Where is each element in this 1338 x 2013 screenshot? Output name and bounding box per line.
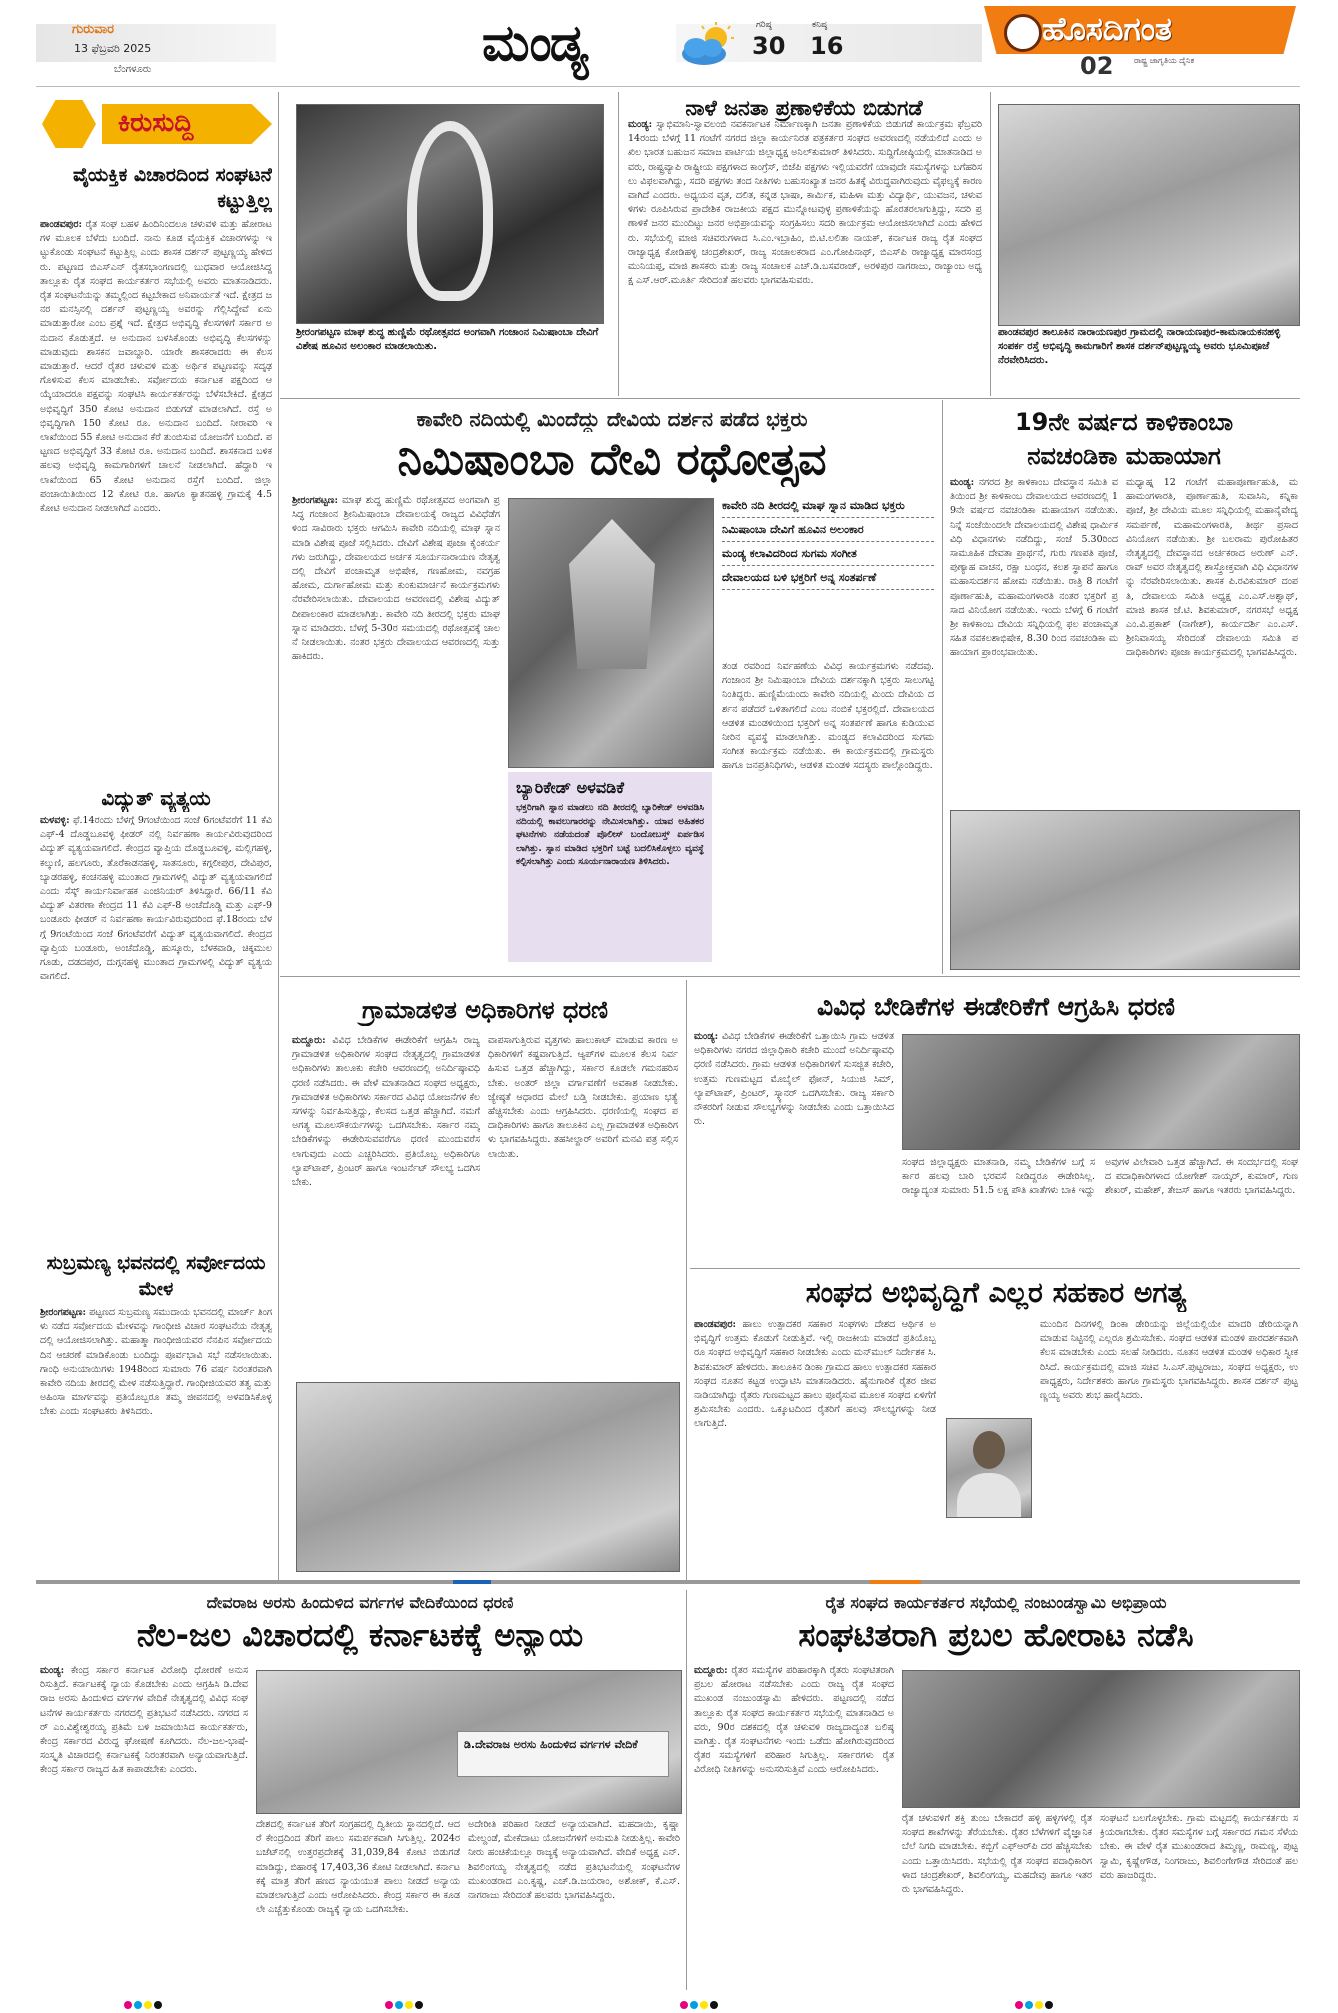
min-temp: 16 [810,32,844,60]
kirusuddi-story1-body [40,218,272,778]
barricade-box-body: ಭಕ್ತರಿಗಾಗಿ ಸ್ನಾನ ಮಾಡಲು ನದಿ ತೀರದಲ್ಲಿ ಬ್ಯಾರಿಕೇಡ್ ಅಳವಡಿಸಿ ನದಿಯಲ್ಲಿ ಕಾವಲುಗಾರರನ್ನು ನೇಮಿಸಲಾಗಿತ್ತು. ಯಾವ ಅಹಿತಕರ ಘಟನೆಗಳು ನಡೆಯದಂತೆ ಪೊಲೀಸ್ ಬಂದೋಬಸ್ತ್ ಏರ್ಪಡಿಸಲಾಗಿತ್ತು. ಸ್ನಾನ ಮಾಡಿದ ಭಕ್ತರಿಗೆ ಬಟ್ಟೆ ಬದಲಿಸಿಕೊಳ್ಳಲು ವ್ಯವಸ್ಥೆ ಕಲ್ಪಿಸಲಾಗಿತ್ತು ಎಂದು ಸೂರ್ಯನಾರಾಯಣ ತಿಳಿಸಿದರು. [516,803,704,867]
lead-col1-text: ಮಾಘ ಶುದ್ಧ ಹುಣ್ಣಿಮೆ ರಥೋತ್ಸವದ ಅಂಗವಾಗಿ ಪ್ರಸಿದ್ಧ ಗಂಜಾಂನ ಶ್ರೀನಿಮಿಷಾಂಬಾ ದೇವಾಲಯಕ್ಕೆ ರಾಜ್ಯದ ವಿವಿಧೆಡೆಗಳಿಂದ ಸಾವಿರಾರು ಭಕ್ತರು ಆಗಮಿಸಿ ಕಾವೇರಿ ನದಿಯಲ್ಲಿ ಮಾಘ ಸ್ನಾನ ಮಾಡಿ ವಿಶೇಷ ಪೂಜೆ ಸಲ್ಲಿಸಿದರು. ದೇವಿಗೆ ವಿಶೇಷ ಪೂಜಾ ಕೈಂಕರ್ಯಗಳು ಜರುಗಿದ್ದು, ದೇವಾಲಯದ ಅರ್ಚಕ ಸೂರ್ಯನಾರಾಯಣ ನೇತೃತ್ವದಲ್ಲಿ ದೇವಿಗೆ ಪಂಚಾಮೃತ ಅಭಿಷೇಕ, ಗಣಹೋಮ, ನವಗ್ರಹ ಹೋಮ, ದುರ್ಗಾಹೋಮ ಮತ್ತು ಕುಂಕುಮಾರ್ಚನೆ ಕಾರ್ಯಕ್ರಮಗಳು ನೆರವೇರಿಸಲಾಯಿತು. ದೇವಾಲಯದ ಆವರಣದಲ್ಲಿ ವಿಶೇಷ ವಿದ್ಯುತ್ ದೀಪಾಲಂಕಾರ ಮಾಡಲಾಗಿತ್ತು. ಕಾವೇರಿ ನದಿ ತೀರದಲ್ಲಿ ಭಕ್ತರು ಮಾಘ ಸ್ನಾನ ಮಾಡಿದರು. ಬೆಳಗ್ಗೆ 5-30ರ ಸಮಯದಲ್ಲಿ ರಥೋತ್ಸವಕ್ಕೆ ಚಾಲನೆ ನೀಡಲಾಯಿತು. ನಂತರ ಭಕ್ತರು ದೇವಾಲಯದ ಆವರಣದಲ್ಲಿ ಸುತ್ತು ಹಾಕಿದರು. [292,495,500,663]
vividha-dateline: ಮಂಡ್ಯ: [694,1031,719,1042]
nela-col1 [40,1664,248,2000]
brand-emblem-icon [1004,14,1042,52]
vividha-protest-photo [902,1034,1300,1150]
raitha-col3: ಸಂಘಟನೆ ಬಲಗೊಳ್ಳಬೇಕು. ಗ್ರಾಮ ಮಟ್ಟದಲ್ಲಿ ಕಾರ್ಯಕರ್ತರು ಸಕ್ರಿಯರಾಗಬೇಕು. ರೈತರ ಸಮಸ್ಯೆಗಳ ಬಗ್ಗೆ ಸರ್ಕಾರದ ಗಮನ ಸೆಳೆಯಬೇಕು. ಈ ವೇಳೆ ರೈತ ಮುಖಂಡರಾದ ತಿಮ್ಮಣ್ಣ, ರಾಮಣ್ಣ, ಪುಟ್ಟಸ್ವಾಮಿ, ಕೃಷ್ಣೇಗೌಡ, ನಿಂಗರಾಜು, ಶಿವಲಿಂಗೇಗೌಡ ಸೇರಿದಂತೆ ಹಲವರು ಹಾಜರಿದ್ದರು. [1100,1813,1298,1881]
raitha-col2: ರೈತ ಚಳುವಳಿಗೆ ಶಕ್ತಿ ತುಂಬ ಬೇಕಾದರೆ ಹಳ್ಳಿ ಹಳ್ಳಿಗಳಲ್ಲಿ ರೈತ ಸಂಘದ ಶಾಖೆಗಳನ್ನು ತೆರೆಯಬೇಕು. ರೈತರ ಬೆಳೆಗಳಿಗೆ ವೈಜ್ಞಾನಿಕ ಬೆಲೆ ನಿಗದಿ ಮಾಡಬೇಕು. ಕಬ್ಬಿಗೆ ಎಫ್‌ಆರ್‌ಪಿ ದರ ಹೆಚ್ಚಿಸಬೇಕು ಎಂದು ಒತ್ತಾಯಿಸಿದರು. ಸಭೆಯಲ್ಲಿ ರೈತ ಸಂಘದ ಪದಾಧಿಕಾರಿಗಳಾದ ಚಂದ್ರಶೇಖರ್, ಶಿವಲಿಂಗಯ್ಯ, ಮಹದೇವು ಹಾಗೂ ಇತರರು ಭಾಗವಹಿಸಿದ್ದರು. [902,1813,1092,1896]
barricade-box-title: ಬ್ಯಾರಿಕೇಡ್ ಅಳವಡಿಕೆ [516,778,625,797]
col-rule-left [278,92,279,1582]
header-date: 13 ಫೆಬ್ರವರಿ 2025 [74,42,152,55]
kirusuddi-story3-body [40,1306,272,1572]
max-temp: 30 [752,32,786,60]
kirusuddi-story2-body [40,814,272,1244]
lead-col2: ತಂಡ ರವರಿಂದ ನಿರ್ವಹಣೆಯ ವಿವಿಧ ಕಾರ್ಯಕ್ರಮಗಳು ನಡೆದವು. ಗಂಜಾಂನ ಶ್ರೀ ನಿಮಿಷಾಂಬಾ ದೇವಿಯ ದರ್ಶನಕ್ಕಾಗಿ ಭಕ್ತರು ಸಾಲುಗಟ್ಟಿ ನಿಂತಿದ್ದರು. ಹುಣ್ಣಿಮೆಯಂದು ಕಾವೇರಿ ನದಿಯಲ್ಲಿ ಮಿಂದು ದೇವಿಯ ದರ್ಶನ ಪಡೆದರೆ ಒಳಿತಾಗಲಿದೆ ಎಂಬ ನಂಬಿಕೆ ಭಕ್ತರಲ್ಲಿದೆ. ದೇವಾಲಯದ ಆಡಳಿತ ಮಂಡಳಿಯಿಂದ ಭಕ್ತರಿಗೆ ಅನ್ನ ಸಂತರ್ಪಣೆ ಹಾಗೂ ಕುಡಿಯುವ ನೀರಿನ ವ್ಯವಸ್ಥೆ ಮಾಡಲಾಗಿತ್ತು. ಮಂಡ್ಯದ ಕಲಾವಿದರಿಂದ ಸುಗಮ ಸಂಗೀತ ಕಾರ್ಯಕ್ರಮ ನಡೆಯಿತು. ಈ ಕಾರ್ಯಕ್ರಮದಲ್ಲಿ ಗ್ರಾಮಸ್ಥರು ಹಾಗೂ ಜನಪ್ರತಿನಿಧಿಗಳು, ಆಡಳಿತ ಮಂಡಳಿ ಸದಸ್ಯರು ಪಾಲ್ಗೊಂಡಿದ್ದರು. [722,661,934,772]
raitha-meeting-photo [902,1670,1300,1808]
lead-bullets [722,494,934,590]
header-bar [36,14,982,75]
brand-name: ಹೊಸದಿಗಂತ [1042,10,1172,48]
header-rule [36,86,1300,87]
kirusuddi-story2-title: ವಿದ್ಯುತ್ ವ್ಯತ್ಯಯ [101,786,211,810]
lead-bullet-4: ದೇವಾಲಯದ ಬಳಿ ಭಕ್ತರಿಗೆ ಅನ್ನ ಸಂತರ್ಪಣೆ [722,566,934,590]
raitha-kicker: ರೈತ ಸಂಘದ ಕಾರ್ಯಕರ್ತರ ಸಭೆಯಲ್ಲಿ ನಂಜುಂಡಸ್ವಾಮಿ ಅಭಿಪ್ರಾಯ [825,1593,1167,1612]
brand-tagline: ರಾಷ್ಟ್ರ ಜಾಗೃತಿಯ ದೈನಿಕ [1134,56,1195,65]
kirusuddi-story3-text: ಪಟ್ಟಣದ ಸುಬ್ರಮಣ್ಯ ಸಮುದಾಯ ಭವನದಲ್ಲಿ ಮಾರ್ಚ್ ತಿಂಗಳು ನಡೆದ ಸರ್ವೋದಯ ಮೇಳವನ್ನು ಗಾಂಧೀಜಿ ವಿಚಾರ ಸಂಘಟನೆಯ ನೇತೃತ್ವದಲ್ಲಿ ಆಯೋಜಿಸಲಾಗಿತ್ತು. ಮಹಾತ್ಮಾ ಗಾಂಧೀಜಿಯವರ ನೆನಪಿನ ಸರ್ವೋದಯ ದಿನ ಆಚರಣೆ ಮಾಡಿಕೊಂಡು ಬಂದಿದ್ದು ಪೂರ್ವಭಾವಿ ಸಭೆ ನಡೆಸಲಾಯಿತು. ಗಾಂಧಿ ಅನುಯಾಯಿಗಳು 1948ರಿಂದ ಸುಮಾರು 76 ವರ್ಷ ನಿರಂತರವಾಗಿ ಕಾವೇರಿ ನದಿಯ ತೀರದಲ್ಲಿ ಮೇಳ ನಡೆಸುತ್ತಿದ್ದಾರೆ. ಗಾಂಧೀಜಿಯವರ ತತ್ವ ಮತ್ತು ಅಹಿಂಸಾ ಮಾರ್ಗವನ್ನು ಪ್ರತಿಯೊಬ್ಬರೂ ತಮ್ಮ ಜೀವನದಲ್ಲಿ ಅಳವಡಿಸಿಕೊಳ್ಳಬೇಕು ಎಂದು ಸಂಘಟಕರು ತಿಳಿಸಿದರು. [40,1307,272,1418]
col-rule-lead-right [942,400,943,974]
lead-kicker: ಕಾವೇರಿ ನದಿಯಲ್ಲಿ ಮಿಂದೆದ್ದು ದೇವಿಯ ದರ್ಶನ ಪಡೆದ ಭಕ್ತರು [416,407,808,431]
kali-yaga-photo [950,810,1300,970]
gram-col1 [292,1034,480,1374]
nela-col1-text: ಕೇಂದ್ರ ಸರ್ಕಾರ ಕರ್ನಾಟಕ ವಿರೋಧಿ ಧೋರಣೆ ಅನುಸರಿಸುತ್ತಿದೆ. ಕರ್ನಾಟಕಕ್ಕೆ ನ್ಯಾಯ ಕೊಡಬೇಕು ಎಂದು ಆಗ್ರಹಿಸಿ ಡಿ.ದೇವರಾಜ ಅರಸು ಹಿಂದುಳಿದ ವರ್ಗಗಳ ವೇದಿಕೆ ನೇತೃತ್ವದಲ್ಲಿ ವಿವಿಧ ಸಂಘಟನೆಗಳ ಕಾರ್ಯಕರ್ತರು ನಗರದಲ್ಲಿ ಪ್ರತಿಭಟನೆ ನಡೆಸಿದರು. ನಗರದ ಸರ್ ಎಂ.ವಿಶ್ವೇಶ್ವರಯ್ಯ ಪ್ರತಿಮೆ ಬಳಿ ಜಮಾಯಿಸಿದ ಕಾರ್ಯಕರ್ತರು, ಕೇಂದ್ರ ಸರ್ಕಾರದ ವಿರುದ್ಧ ಘೋಷಣೆ ಕೂಗಿದರು. ನೆಲ-ಜಲ-ಭಾಷೆ-ಸಂಸ್ಕೃತಿ ವಿಚಾರದಲ್ಲಿ ಕರ್ನಾಟಕಕ್ಕೆ ನಿರಂತರವಾಗಿ ಅನ್ಯಾಯವಾಗುತ್ತಿದೆ. ಕೇಂದ್ರ ಸರ್ಕಾರ ರಾಜ್ಯದ ಹಿತ ಕಾಪಾಡಬೇಕು ಎಂದರು. [40,1665,248,1776]
rathotsava-photo [508,498,714,768]
lead-dateline: ಶ್ರೀರಂಗಪಟ್ಟಣ: [292,495,338,506]
raitha-title: ಸಂಘಟಿತರಾಗಿ ಪ್ರಬಲ ಹೋರಾಟ ನಡೆಸಿ [798,1616,1194,1654]
rule-mid-right [690,1268,1300,1269]
sangha-dateline: ಪಾಂಡವಪುರ: [694,1319,737,1330]
rule-below-lead [280,976,1300,977]
weather-cloud-icon [676,22,740,68]
kirusuddi-story1-text: ರೈತ ಸಂಘ ಬಹಳ ಹಿಂದಿನಿಂದಲೂ ಚಳುವಳಿ ಮತ್ತು ಹೋರಾಟಗಳ ಮೂಲಕ ಬೆಳೆದು ಬಂದಿದೆ. ನಾನು ಕೂಡ ವೈಯಕ್ತಿಕ ವಿಚಾರಗಳನ್ನು ಇಟ್ಟುಕೊಂಡು ಸಂಘಟನೆ ಕಟ್ಟುತ್ತಿಲ್ಲ ಎಂದು ಶಾಸಕ ದರ್ಶನ್ ಪುಟ್ಟಣ್ಣಯ್ಯ ಹೇಳಿದರು. ಪಟ್ಟಣದ ಬಿಎಸ್‌ಎನ್ ರೈತಸಭಾಂಗಣದಲ್ಲಿ ಬುಧವಾರ ಆಯೋಜಿಸಿದ್ದ ತಾಲ್ಲೂಕು ರೈತ ಸಂಘದ ಕಾರ್ಯಕರ್ತರ ಸಭೆಯಲ್ಲಿ ಅವರು ಮಾತನಾಡಿದರು. ರೈತ ಸಂಘಟನೆಯನ್ನು ತಮ್ಮಲ್ಲಿಂದ ಕಟ್ಟಬೇಕಾದ ಅನಿವಾರ್ಯತೆ ಇದೆ. ಕ್ಷೇತ್ರದ ಜನರ ಮನಸ್ಸಿನಲ್ಲಿ ದರ್ಶನ್ ಪುಟ್ಟಣ್ಣಯ್ಯ ಅವರನ್ನು ಗೆಲ್ಲಿಸಿದ್ದೇವೆ ಏನು ಮಾಡುತ್ತಾರೋ ಎಂಬ ಪ್ರಶ್ನೆ ಇದೆ. ಕ್ಷೇತ್ರದ ಅಭಿವೃದ್ಧಿ ಕೆಲಸಗಳಿಗೆ ಸರ್ಕಾರ ಅನುದಾನ ಕೊಡುತ್ತದೆ. ಆ ಅನುದಾನ ಬಳಸಿಕೊಂಡು ಅಭಿವೃದ್ಧಿ ಕೆಲಸಗಳನ್ನು ಮಾಡುವುದು ಶಾಸಕನ ಜವಾಬ್ದಾರಿ. ಯಾರೇ ಶಾಸಕರಾದರು ಈ ಕೆಲಸ ಮಾಡುತ್ತಾರೆ. ಆದರೆ ರೈತರ ಚಳುವಳಿ ಮತ್ತು ಅರ್ಥಿಕ ಪಟ್ಟಣವನ್ನು ಸದೃಢಗೊಳಿಸುವ ಕೆಲಸ ಮಾಡಬೇಕು. ಸರ್ವೋದಯ ಕರ್ನಾಟಕ ಪಕ್ಷದಿಂದ ಆಯ್ಕೆಯಾದರೂ ಪಕ್ಷವನ್ನು ಸಂಘಟಿಸಿ ಕಾರ್ಯಕರ್ತರನ್ನು ಬೆಳೆಸಬೇಕಿದೆ. ಕ್ಷೇತ್ರದ ಅಭಿವೃದ್ಧಿಗೆ 350 ಕೋಟಿ ಅನುದಾನ ಬಿಡುಗಡೆ ಮಾಡಲಾಗಿದೆ. ರಸ್ತೆ ಅಭಿವೃದ್ಧಿಗಾಗಿ 150 ಕೋಟಿ ರೂ. ಅನುದಾನ ಬಂದಿದೆ. ನೀರಾವರಿ ಇಲಾಖೆಯಿಂದ 55 ಕೋಟಿ ಅನುದಾನ ಕೆರೆ ತುಂಬಿಸುವ ಯೋಜನೆಗೆ ಬಂದಿದೆ. ಪಟ್ಟಣದ ಅಭಿವೃದ್ಧಿಗೆ 33 ಕೋಟಿ ರೂ. ಅನುದಾನ ಬಂದಿದೆ. ಶಾಸಕನಾದ ಬಳಿಕ ಹಲವು ಅಭಿವೃದ್ಧಿ ಕಾಮಗಾರಿಗಳಿಗೆ ಚಾಲನೆ ನೀಡಲಾಗಿದೆ. ಹೆದ್ದಾರಿ ಇಲಾಖೆಯಿಂದ 65 ಕೋಟಿ ಅನುದಾನ ರಸ್ತೆಗೆ ಬಂದಿದೆ. ಜಿಲ್ಲಾ ಪಂಚಾಯಿತಿಯಿಂದ 12 ಕೋಟಿ ರೂ. ಹಾಗೂ ಕ್ಯಾತನಹಳ್ಳಿ ಗ್ರಾಮಕ್ಕೆ 4.5 ಕೋಟಿ ಅನುದಾನ ನೀಡಲಾಗಿದೆ ಎಂದರು. [40,219,272,515]
lead-col1 [292,494,500,968]
nela-kicker: ದೇವರಾಜ ಅರಸು ಹಿಂದುಳಿದ ವರ್ಗಗಳ ವೇದಿಕೆಯಿಂದ ಧರಣಿ [206,1593,514,1612]
rule-above-bottom [36,1580,1300,1584]
kirusuddi-title: ಕಿರುಸುದ್ದಿ [118,108,194,138]
col-rule-top-mid [618,92,619,396]
kirusuddi-hand-icon [42,100,96,148]
kirusuddi-story3-title: ಸುಬ್ರಮಣ್ಯ ಭವನದಲ್ಲಿ ಸರ್ವೋದಯ ಮೇಳ [46,1252,266,1300]
manifesto-body [628,118,982,392]
col-rule-top-right [990,92,991,396]
nela-col3: ಅದೇರೀತಿ ಪರಿಹಾರ ನೀಡದೆ ಅನ್ಯಾಯವಾಗಿದೆ. ಮಹದಾಯಿ, ಕೃಷ್ಣಾ ಮೇಲ್ದಂಡೆ, ಮೇಕೆದಾಟು ಯೋಜನೆಗಳಿಗೆ ಅನುಮತಿ ನೀಡುತ್ತಿಲ್ಲ. ಕಾವೇರಿ ನೀರು ಹಂಚಿಕೆಯಲ್ಲೂ ರಾಜ್ಯಕ್ಕೆ ಅನ್ಯಾಯವಾಗಿದೆ. ವೇದಿಕೆ ಅಧ್ಯಕ್ಷ ಎನ್.ಶಿವಲಿಂಗಯ್ಯ ನೇತೃತ್ವದಲ್ಲಿ ನಡೆದ ಪ್ರತಿಭಟನೆಯಲ್ಲಿ ಸಂಘಟನೆಗಳ ಮುಖಂಡರಾದ ಎಂ.ಕೃಷ್ಣ, ಎಚ್.ಡಿ.ಜಯರಾಂ, ಅಶೋಕ್, ಕೆ.ಎಸ್.ನಾಗರಾಜು ಸೇರಿದಂತೆ ಹಲವರು ಭಾಗವಹಿಸಿದ್ದರು. [468,1819,680,1902]
goddess-flower-garland [407,121,493,301]
sangha-portrait-photo [946,1418,1032,1518]
vividha-col2: ಸಂಘದ ಜಿಲ್ಲಾಧ್ಯಕ್ಷರು ಮಾತನಾಡಿ, ನಮ್ಮ ಬೇಡಿಕೆಗಳ ಬಗ್ಗೆ ಸರ್ಕಾರ ಹಲವು ಬಾರಿ ಭರವಸೆ ನೀಡಿದ್ದರೂ ಈಡೇರಿಸಿಲ್ಲ. ರಾಜ್ಯಾದ್ಯಂತ ಸುಮಾರು 51.5 ಲಕ್ಷ ಪೌತಿ ಖಾತೆಗಳು ಬಾಕಿ ಇದ್ದು ಅವುಗಳ ವಿಲೇವಾರಿ ಒತ್ತಡ ಹೆಚ್ಚಾಗಿದೆ. ಈ ಸಂದರ್ಭದಲ್ಲಿ ಸಂಘದ ಪದಾಧಿಕಾರಿಗಳಾದ ಯೋಗೇಶ್ ನಾಯ್ಕರ್, ಕುಮಾರ್, ಗುಣಶೇಖರ್, ಮಹೇಶ್, ತೇಜಸ್ ಹಾಗೂ ಇತರರು ಭಾಗವಹಿಸಿದ್ದರು. [902,1157,1298,1197]
kali-col1-text: ನಗರದ ಶ್ರೀ ಕಾಳಿಕಾಂಬ ದೇವಸ್ಥಾನ ಸಮಿತಿ ವತಿಯಿಂದ ಶ್ರೀ ಕಾಳಿಕಾಂಬ ದೇವಾಲಯದ ಆವರಣದಲ್ಲಿ 19ನೇ ವರ್ಷದ ನವಚಂಡಿಕಾ ಮಹಾಯಾಗ ನಡೆಯಿತು. ನಿನ್ನೆ ಸಂಜೆಯಿಂದಲೇ ದೇವಾಲಯದಲ್ಲಿ ವಿಶೇಷ ಧಾರ್ಮಿಕ ವಿಧಿ ವಿಧಾನಗಳು ನಡೆದಿದ್ದು, ಸಂಜೆ 5.30ರಿಂದ ಸಾಮೂಹಿಕ ದೇವತಾ ಪ್ರಾರ್ಥನೆ, ಗುರು ಗಣಪತಿ ಪೂಜೆ, ಪುಣ್ಯಾಹ ವಾಚನ, ರಕ್ಷಾ ಬಂಧನ, ಕಲಶ ಸ್ಥಾಪನೆ ಹಾಗೂ ಮಹಾಸುದರ್ಶನ ಹೋಮ ನಡೆಯಿತು. ರಾತ್ರಿ 8 ಗಂಟೆಗೆ ಪೂರ್ಣಾಹುತಿ, ಮಹಾಮಂಗಳಾರತಿ ನಂತರ ಭಕ್ತರಿಗೆ ಪ್ರಸಾದ ವಿನಿಯೋಗ ನಡೆಯಿತು. ಇಂದು ಬೆಳಗ್ಗೆ 6 ಗಂಟೆಗೆ ಶ್ರೀ ಕಾಳಿಕಾಂಬ ದೇವಿಯ ಸನ್ನಿಧಿಯಲ್ಲಿ ಫಲ ಪಂಚಾಮೃತ ಸಹಿತ ನವಕಲಶಾಭಿಷೇಕ, 8.30 ರಿಂದ ನವಚಂಡಿಕಾ ಮಹಾಯಾಗ ಪ್ರಾರಂಭವಾಯಿತು. [950,477,1118,659]
nela-banner [457,1731,669,1777]
rule-below-top [280,398,1300,399]
manifesto-dateline: ಮಂಡ್ಯ: [628,119,653,130]
col-rule-bottom-mid [686,1590,687,1990]
lead-bullet-1: ಕಾವೇರಿ ನದಿ ತೀರದಲ್ಲಿ ಮಾಘ ಸ್ನಾನ ಮಾಡಿದ ಭಕ್ತರು [722,494,934,518]
sangha-title: ಸಂಘದ ಅಭಿವೃದ್ಧಿಗೆ ಎಲ್ಲರ ಸಹಕಾರ ಅಗತ್ಯ [805,1276,1187,1309]
raitha-col1-text: ರೈತರ ಸಮಸ್ಯೆಗಳ ಪರಿಹಾರಕ್ಕಾಗಿ ರೈತರು ಸಂಘಟಿತರಾಗಿ ಪ್ರಬಲ ಹೋರಾಟ ನಡೆಸಬೇಕು ಎಂದು ರಾಜ್ಯ ರೈತ ಸಂಘದ ಮುಖಂಡ ನಂಜುಂಡಸ್ವಾಮಿ ಹೇಳಿದರು. ಪಟ್ಟಣದಲ್ಲಿ ನಡೆದ ತಾಲ್ಲೂಕು ರೈತ ಸಂಘದ ಕಾರ್ಯಕರ್ತರ ಸಭೆಯಲ್ಲಿ ಮಾತನಾಡಿದ ಅವರು, 90ರ ದಶಕದಲ್ಲಿ ರೈತ ಚಳುವಳಿ ರಾಜ್ಯದಾದ್ಯಂತ ಬಲಿಷ್ಠವಾಗಿತ್ತು. ರೈತ ಸಂಘಟನೆಗಳು ಇಂದು ಒಡೆದು ಹೋಗಿರುವುದರಿಂದ ರೈತರ ಸಮಸ್ಯೆಗಳಿಗೆ ಪರಿಹಾರ ಸಿಗುತ್ತಿಲ್ಲ. ಸರ್ಕಾರಗಳು ರೈತ ವಿರೋಧಿ ನೀತಿಗಳನ್ನು ಅನುಸರಿಸುತ್ತಿವೆ ಎಂದು ಆರೋಪಿಸಿದರು. [694,1665,894,1776]
kali-col1 [950,476,1118,802]
sangha-col1-text: ಹಾಲು ಉತ್ಪಾದಕರ ಸಹಕಾರ ಸಂಘಗಳು ದೇಶದ ಆರ್ಥಿಕ ಅಭಿವೃದ್ಧಿಗೆ ಉತ್ತಮ ಕೊಡುಗೆ ನೀಡುತ್ತಿವೆ. ಇಲ್ಲಿ ರಾಜಕೀಯ ಮಾಡದೆ ಪ್ರತಿಯೊಬ್ಬರೂ ಸಂಘದ ಅಭಿವೃದ್ಧಿಗೆ ಸಹಕಾರ ನೀಡಬೇಕು ಎಂದು ಮನ್‌ಮುಲ್ ನಿರ್ದೇಶಕ ಸಿ.ಶಿವಕುಮಾರ್ ಹೇಳಿದರು. ತಾಲೂಕಿನ ಡಿಂಕಾ ಗ್ರಾಮದ ಹಾಲು ಉತ್ಪಾದಕರ ಸಹಕಾರ ಸಂಘದ ನೂತನ ಕಟ್ಟಡ ಉದ್ಘಾಟಿಸಿ ಮಾತನಾಡಿದರು. ಹೈನುಗಾರಿಕೆ ರೈತರ ಜೀವನಾಡಿಯಾಗಿದ್ದು ರೈತರು ಗುಣಮಟ್ಟದ ಹಾಲು ಪೂರೈಸುವ ಮೂಲಕ ಸಂಘದ ಏಳಿಗೆಗೆ ಶ್ರಮಿಸಬೇಕು ಎಂದರು. ಒಕ್ಕೂಟದಿಂದ ರೈತರಿಗೆ ಹಲವು ಸೌಲಭ್ಯಗಳನ್ನು ನೀಡಲಾಗುತ್ತಿದೆ. [694,1319,936,1430]
nela-col2: ದೇಶದಲ್ಲಿ ಕರ್ನಾಟಕ ತೆರಿಗೆ ಸಂಗ್ರಹದಲ್ಲಿ ದ್ವಿತೀಯ ಸ್ಥಾನದಲ್ಲಿದೆ. ಆದರೆ ಕೇಂದ್ರದಿಂದ ತೆರಿಗೆ ಪಾಲು ಸಮರ್ಪಕವಾಗಿ ಸಿಗುತ್ತಿಲ್ಲ. 2024ರ ಬಜೆಟ್‌ನಲ್ಲಿ ಉತ್ತರಪ್ರದೇಶಕ್ಕೆ 31,039,84 ಕೋಟಿ ಬಿಡುಗಡೆ ಮಾಡಿದ್ದು, ಬಿಹಾರಕ್ಕೆ 17,403,36 ಕೋಟಿ ನೀಡಲಾಗಿದೆ. ಕರ್ನಾಟಕಕ್ಕೆ ಮಾತ್ರ ತೆರಿಗೆ ಹಣದ ನ್ಯಾಯಯುತ ಪಾಲು ನೀಡದೆ ಅನ್ಯಾಯ ಮಾಡಲಾಗುತ್ತಿದೆ ಎಂದು ಆರೋಪಿಸಿದರು. ಕೇಂದ್ರ ಸರ್ಕಾರ ಈ ಕೂಡಲೇ ಎಚ್ಚೆತ್ತುಕೊಂಡು ರಾಜ್ಯಕ್ಕೆ ನ್ಯಾಯ ಒದಗಿಸಬೇಕು. [256,1819,460,1916]
kali-title-line1: 19ನೇ ವರ್ಷದ ಕಾಳಿಕಾಂಬಾ [1014,408,1234,436]
chariot-shape [569,519,655,669]
vividha-title: ವಿವಿಧ ಬೇಡಿಕೆಗಳ ಈಡೇರಿಕೆಗೆ ಆಗ್ರಹಿಸಿ ಧರಣಿ [817,992,1175,1021]
goddess-photo [296,104,604,324]
kali-title-line2: ನವಚಂಡಿಕಾ ಮಹಾಯಾಗ [1027,442,1221,470]
header-city: ಬೆಂಗಳೂರು [114,64,152,75]
lead-title: ನಿಮಿಷಾಂಬಾ ದೇವಿ ರಥೋತ್ಸವ [397,434,827,485]
registration-marks [124,1994,1224,2004]
kirusuddi-story3-dateline: ಶ್ರೀರಂಗಪಟ್ಟಣ: [40,1307,86,1318]
gram-col2: ವಾಪಸಾಗುತ್ತಿರುವ ವೃತ್ತಗಳು ಹಾಲುಕಾಟ್ ಮಾಡುವ ಕಾರಣ ಅಧಿಕಾರಿಗಳಿಗೆ ಕಷ್ಟವಾಗುತ್ತಿದೆ. ಆ್ಯಪ್‌ಗಳ ಮೂಲಕ ಕೆಲಸ ನಿರ್ವಹಿಸುವ ಒತ್ತಡ ಹೆಚ್ಚಾಗಿದ್ದು, ಸರ್ಕಾರ ಕೂಡಲೇ ಗಮನಹರಿಸಬೇಕು. ಅಂತರ್ ಜಿಲ್ಲಾ ವರ್ಗಾವಣೆಗೆ ಅವಕಾಶ ನೀಡಬೇಕು. ಜ್ಯೇಷ್ಠತೆ ಆಧಾರದ ಮೇಲೆ ಬಡ್ತಿ ನೀಡಬೇಕು. ಪ್ರಯಾಣ ಭತ್ಯೆ ಹೆಚ್ಚಿಸಬೇಕು ಎಂದು ಆಗ್ರಹಿಸಿದರು. ಧರಣಿಯಲ್ಲಿ ಸಂಘದ ಪದಾಧಿಕಾರಿಗಳು ಹಾಗೂ ತಾಲೂಕಿನ ಎಲ್ಲ ಗ್ರಾಮಾಡಳಿತ ಅಧಿಕಾರಿಗಳು ಭಾಗವಹಿಸಿದ್ದರು. ತಹಸೀಲ್ದಾರ್ ಅವರಿಗೆ ಮನವಿ ಪತ್ರ ಸಲ್ಲಿಸಲಾಯಿತು. [488,1035,678,1160]
vividha-col1-text: ವಿವಿಧ ಬೇಡಿಕೆಗಳ ಈಡೇರಿಕೆಗೆ ಒತ್ತಾಯಿಸಿ ಗ್ರಾಮ ಆಡಳಿತ ಅಧಿಕಾರಿಗಳು ನಗರದ ಜಿಲ್ಲಾಧಿಕಾರಿ ಕಚೇರಿ ಮುಂದೆ ಅನಿರ್ದಿಷ್ಠಾವಧಿ ಧರಣಿ ನಡೆಸಿದರು. ಗ್ರಾಮ ಆಡಳಿತ ಅಧಿಕಾರಿಗಳಿಗೆ ಸುಸಜ್ಜಿತ ಕಚೇರಿ, ಉತ್ತಮ ಗುಣಮಟ್ಟದ ಮೊಬೈಲ್ ಫೋನ್, ಸಿಯುಜಿ ಸಿಮ್, ಲ್ಯಾಪ್‌ಟಾಪ್, ಪ್ರಿಂಟರ್, ಸ್ಕ್ಯಾನರ್ ಒದಗಿಸಬೇಕು. ರಾಜ್ಯ ಸರ್ಕಾರಿ ನೌಕರರಿಗೆ ನೀಡುವ ಸೌಲಭ್ಯಗಳನ್ನು ನೀಡಬೇಕು ಎಂದು ಒತ್ತಾಯಿಸಿದರು. [694,1031,894,1128]
kirusuddi-story1-title: ವೈಯಕ್ತಿಕ ವಿಚಾರದಿಂದ ಸಂಘಟನೆ ಕಟ್ಟುತ್ತಿಲ್ಲ [72,164,272,212]
header-day: ಗುರುವಾರ [72,22,114,37]
bhoomipooja-photo [998,104,1300,326]
goddess-photo-caption: ಶ್ರೀರಂಗಪಟ್ಟಣ ಮಾಘ ಶುದ್ಧ ಹುಣ್ಣಿಮೆ ರಥೋತ್ಸವದ ಅಂಗವಾಗಿ ಗಂಜಾಂನ ನಿಮಿಷಾಂಬಾ ದೇವಿಗೆ ವಿಶೇಷ ಹೂವಿನ ಅಲಂಕಾರ ಮಾಡಲಾಯಿತು. [296,327,599,352]
sangha-col2: ಮುಂದಿನ ದಿನಗಳಲ್ಲಿ ಡಿಂಕಾ ಡೇರಿಯನ್ನು ಜಿಲ್ಲೆಯಲ್ಲಿಯೇ ಮಾದರಿ ಡೇರಿಯನ್ನಾಗಿ ಮಾಡುವ ನಿಟ್ಟಿನಲ್ಲಿ ಎಲ್ಲರೂ ಶ್ರಮಿಸಬೇಕು. ಸಂಘದ ಆಡಳಿತ ಮಂಡಳಿ ಪಾರದರ್ಶಕವಾಗಿ ಕೆಲಸ ಮಾಡಬೇಕು ಎಂದು ಸಲಹೆ ನೀಡಿದರು. ನೂತನ ಆಡಳಿತ ಮಂಡಳಿ ಅಧಿಕಾರ ಸ್ವೀಕರಿಸಿದೆ. ಕಾರ್ಯಕ್ರಮದಲ್ಲಿ ಮಾಜಿ ಸಚಿವ ಸಿ.ಎಸ್.ಪುಟ್ಟರಾಜು, ಸಂಘದ ಅಧ್ಯಕ್ಷರು, ಉಪಾಧ್ಯಕ್ಷರು, ನಿರ್ದೇಶಕರು ಹಾಗೂ ಗ್ರಾಮಸ್ಥರು ಭಾಗವಹಿಸಿದ್ದರು. ಶಾಸಕ ದರ್ಶನ್ ಪುಟ್ಟಣ್ಣಯ್ಯ ಅವರು ಶುಭ ಹಾರೈಸಿದರು. [1040,1319,1298,1402]
nela-dateline: ಮಂಡ್ಯ: [40,1665,65,1676]
portrait-head [973,1431,1005,1469]
page-number: 02 [1080,52,1114,80]
nela-protest-photo [256,1670,682,1814]
min-temp-label: ಕನಿಷ್ಠ [812,20,828,30]
brand-block [984,6,1296,82]
lead-bullet-3: ಮಂಡ್ಯ ಕಲಾವಿದರಿಂದ ಸುಗಮ ಸಂಗೀತ [722,542,934,566]
sangha-col1 [694,1318,936,1572]
kali-dateline: ಮಂಡ್ಯ: [950,477,975,488]
raitha-col1 [694,1664,894,2000]
gram-title: ಗ್ರಾಮಾಡಳಿತ ಅಧಿಕಾರಿಗಳ ಧರಣಿ [361,996,609,1024]
gram-dateline: ಮದ್ದೂರು: [292,1035,326,1046]
portrait-shoulders [957,1473,1021,1517]
nela-banner-text: ಡಿ.ದೇವರಾಜ ಅರಸು ಹಿಂದುಳಿದ ವರ್ಗಗಳ ವೇದಿಕೆ [464,1738,638,1751]
gram-memorandum-photo [296,1382,680,1572]
section-title: ಮಂಡ್ಯ [482,14,587,72]
kirusuddi-logo [36,96,272,152]
manifesto-text: ಸ್ವಾಭಿಮಾನಿ-ಸ್ವಾವಲಂಬಿ ನವಕರ್ನಾಟಕ ನಿರ್ಮಾಣಕ್ಕಾಗಿ ಜನತಾ ಪ್ರಣಾಳಿಕೆಯ ಬಿಡುಗಡೆ ಕಾರ್ಯಕ್ರಮ ಫೆಬ್ರವರಿ 14ರಂದು ಬೆಳಗ್ಗೆ 11 ಗಂಟೆಗೆ ನಗರದ ಜಿಲ್ಲಾ ಕಾರ್ಯನಿರತ ಪತ್ರಕರ್ತರ ಸಂಘದ ಅವರಣದಲ್ಲಿ ನಡೆಯಲಿದೆ ಎಂದು ಅಖಿಲ ಭಾರತ ಬಹುಜನ ಸಮಾಜ ಪಾರ್ಟಿಯ ಜಿಲ್ಲಾಧ್ಯಕ್ಷ ಅನಿಲ್‌ಕುಮಾರ್ ತಿಳಿಸಿದರು. ಸುದ್ದಿಗೋಷ್ಠಿಯಲ್ಲಿ ಮಾತನಾಡಿದ ಅವರು, ರಾಷ್ಟ್ರವ್ಯಾಪಿ ರಾಷ್ಟ್ರೀಯ ಪಕ್ಷಗಳಾದ ಕಾಂಗ್ರೆಸ್, ಬಿಜೆಪಿ ಪಕ್ಷಗಳು ಇಲ್ಲಿಯವರೆಗೆ ಯಾವುದೇ ಸಮಸ್ಯೆಗಳನ್ನು ಬಗೆಹರಿಸಲು ವಿಫಲವಾಗಿದ್ದು, ಸದರಿ ಪಕ್ಷಗಳು ತಂದ ನೀತಿಗಳು ಬಹುಸಂಖ್ಯಾತ ಜನರ ಹಿತಕ್ಕೆ ವಿರುದ್ಧವಾಗಿರುವುದು ವೈಫಲ್ಯಕ್ಕೆ ಕಾರಣವಾಗಿದೆ ಎಂದರು. ಅಧ್ಯಯನ ವೃತ, ದಲಿತ, ಕನ್ನಡ ಭಾಷಾ, ಕಾರ್ಮಿಕ, ಮಹಿಳಾ ಮತ್ತು ವಿದ್ಯಾರ್ಥಿ, ಯುವಜನ, ಚಳುವಳಿಗಳು ರೂಪಿಸಿರುವ ಪ್ರಾದೇಶಿಕ ರಾಜಕೀಯ ಪಕ್ಷದ ಮುನ್ನೋಟವುಳ್ಳ ಪ್ರಣಾಳಿಕೆಯನ್ನು ಹೊರತರಲಾಗುತ್ತಿದ್ದು, ಸದರಿ ಪ್ರಣಾಳಿಕೆ ಜನರ ಮುಂದಿಟ್ಟು ಜನರ ಅಭಿಪ್ರಾಯವನ್ನು ಸಂಗ್ರಹಿಸಲು ಸದರಿ ಕಾರ್ಯಕ್ರಮ ಆಯೋಜಿಸಲಾಗಿದೆ ಎಂದು ಹೇಳಿದರು. ಸಭೆಯಲ್ಲಿ ಮಾಜಿ ಸಚಿವರುಗಳಾದ ಸಿ.ಎಂ.ಇಬ್ರಾಹಿಂ, ಬಿ.ಟಿ.ಲಲಿತಾ ನಾಯಕ್, ಕರ್ನಾಟಕ ರಾಜ್ಯ ರೈತ ಸಂಘದ ರಾಜ್ಯಾಧ್ಯಕ್ಷ ಕೋಡಿಹಳ್ಳಿ ಚಂದ್ರಶೇಖರ್, ರಾಜ್ಯ ಸಂಚಾಲಕರಾದ ಎಂ.ಗೋಪಿನಾಥ್, ಬಿಎಸ್‌ಪಿ ರಾಜ್ಯಾಧ್ಯಕ್ಷ ಮಾರಸಂದ್ರ ಮುನಿಯಪ್ಪ, ಮಾಜಿ ಶಾಸಕರು ಮತ್ತು ರಾಜ್ಯ ಸಂಚಾಲಕ ಎಚ್.ಡಿ.ಬಸವರಾಜ್, ಅರಳಿಪುರ ನಾಗರಾಜು, ರಾಜ್ಯಾಂಬ ಅಧ್ಯಕ್ಷ ಎಸ್.ಆರ್.ಮೂರ್ತಿ ಸೇರಿದಂತೆ ಹಲವರು ಭಾಗವಹಿಸುವರು. [628,119,982,287]
kirusuddi-story1-dateline: ಪಾಂಡವಪುರ: [40,219,83,230]
manifesto-title: ನಾಳೆ ಜನತಾ ಪ್ರಣಾಳಿಕೆಯ ಬಿಡುಗಡೆ [685,96,923,120]
kali-col2: ಮಧ್ಯಾಹ್ನ 12 ಗಂಟೆಗೆ ಮಹಾಪೂರ್ಣಾಹುತಿ, ಮಹಾಮಂಗಳಾರತಿ, ಪೂರ್ಣಾಹುತಿ, ಸುವಾಸಿನಿ, ಕನ್ನಿಕಾ ಪೂಜೆ, ಶ್ರೀ ದೇವಿಯ ಮೂಲ ಸನ್ನಿಧಿಯಲ್ಲಿ ಮಹಾನೈವೇದ್ಯ ಸಮರ್ಪಣೆ, ಮಹಾಮಂಗಳಾರತಿ, ತೀರ್ಥ ಪ್ರಸಾದ ವಿನಿಯೋಗ ನಡೆಯಿತು. ಶ್ರೀ ಬಲರಾಮ ಪುರೋಹಿತರ ನೇತೃತ್ವದಲ್ಲಿ ದೇವಸ್ಥಾನದ ಅರ್ಚಕರಾದ ಅರುಣ್ ಎನ್.ರಾವ್ ಅವರ ನೇತೃತ್ವದಲ್ಲಿ ಶಾಸ್ತ್ರೋಕ್ತವಾಗಿ ವಿಧಿ ವಿಧಾನಗಳನ್ನು ನೆರವೇರಿಸಲಾಯಿತು. ಶಾಸಕ ಪಿ.ರವಿಕುಮಾರ್ ದಂಪತಿ, ದೇವಾಲಯ ಸಮಿತಿ ಅಧ್ಯಕ್ಷ ಎಂ.ಎಸ್.ಅಶ್ವಾಥ್, ಮಾಜಿ ಶಾಸಕ ಜೆ.ಟಿ. ಶಿವಕುಮಾರ್, ನಗರಸಭೆ ಅಧ್ಯಕ್ಷ ಎಂ.ವಿ.ಪ್ರಕಾಶ್ (ನಾಗೇಶ್), ಕಾರ್ಯದರ್ಶಿ ಎಂ.ಎಸ್.ಶ್ರೀನಿವಾಸಯ್ಯ ಸೇರಿದಂತೆ ದೇವಾಲಯ ಸಮಿತಿ ಪದಾಧಿಕಾರಿಗಳು ಪೂಜಾ ಕಾರ್ಯಕ್ರಮದಲ್ಲಿ ಭಾಗವಹಿಸಿದ್ದರು. [1126,477,1298,659]
lead-bullet-2: ನಿಮಿಷಾಂಬಾ ದೇವಿಗೆ ಹೂವಿನ ಅಲಂಕಾರ [722,518,934,542]
kirusuddi-story2-text: ಫೆ.14ರಂದು ಬೆಳಗ್ಗೆ 9ಗಂಟೆಯಿಂದ ಸಂಜೆ 6ಗಂಟೆವರೆಗೆ 11 ಕೆವಿ ಎಫ್-4 ದೊಡ್ಡಬೂವಳ್ಳಿ ಫೀಡರ್ ನಲ್ಲಿ ನಿರ್ವಹಣಾ ಕಾರ್ಯವಿರುವುದರಿಂದ ವಿದ್ಯುತ್ ವ್ಯತ್ಯಯವಾಗಲಿದೆ. ಕೇಂದ್ರದ ವ್ಯಾಪ್ತಿಯ ದೊಡ್ಡಬೂವಳ್ಳಿ, ಮಲ್ಲಿಗಹಳ್ಳಿ, ಕಲ್ಕುಣಿ, ಹಲಗೂರು, ತೊರೆಕಾಡನಹಳ್ಳಿ, ಸಾತನೂರು, ಕಗ್ಗಲೀಪುರ, ದೇವಿಪುರ, ಬ್ಯಾಡರಹಳ್ಳಿ, ಕಂಚನಹಳ್ಳಿ ಮುಂತಾದ ಗ್ರಾಮಗಳಲ್ಲಿ ವಿದ್ಯುತ್ ವ್ಯತ್ಯಯವಾಗಲಿದೆ ಎಂದು ಸೆಸ್ಕ್ ಕಾರ್ಯನಿರ್ವಾಹಕ ಎಂಜಿನಿಯರ್ ತಿಳಿಸಿದ್ದಾರೆ. 66/11 ಕೆವಿ ವಿದ್ಯುತ್ ವಿತರಣಾ ಕೇಂದ್ರದ 11 ಕೆವಿ ಎಫ್-8 ಅಂಚೆದೊಡ್ಡಿ ಮತ್ತು ಎಫ್-9 ಬಂಡೂರು ಫೀಡರ್ ನ ನಿರ್ವಹಣಾ ಕಾರ್ಯವಿರುವುದರಿಂದ ಫೆ.18ರಂದು ಬೆಳಗ್ಗೆ 9ಗಂಟೆಯಿಂದ ಸಂಜೆ 6ಗಂಟೆವರೆಗೆ ವಿದ್ಯುತ್ ವ್ಯತ್ಯಯವಾಗಲಿದೆ. ಕೇಂದ್ರದ ವ್ಯಾಪ್ತಿಯ ಬಂಡೂರು, ಅಂಚೆದೊಡ್ಡಿ, ಹುಸ್ಕೂರು, ಬೆಳಕವಾಡಿ, ಚಿಕ್ಕಮುಲಗೂಡು, ದಡದಪುರ, ದುಗ್ಗನಹಳ್ಳಿ ಮುಂತಾದ ಗ್ರಾಮಗಳಲ್ಲಿ ವಿದ್ಯುತ್ ವ್ಯತ್ಯಯವಾಗಲಿದೆ. [40,815,272,983]
barricade-box [508,772,712,962]
max-temp-label: ಗರಿಷ್ಠ [756,20,772,30]
nela-title: ನೆಲ-ಜಲ ವಿಚಾರದಲ್ಲಿ ಕರ್ನಾಟಕಕ್ಕೆ ಅನ್ಯಾಯ [136,1616,584,1654]
col-rule-mid [686,980,687,1580]
kirusuddi-story2-dateline: ಮಳವಳ್ಳಿ: [40,815,70,826]
gram-col1-text: ವಿವಿಧ ಬೇಡಿಕೆಗಳ ಈಡೇರಿಕೆಗೆ ಆಗ್ರಹಿಸಿ ರಾಜ್ಯ ಗ್ರಾಮಾಡಳಿತ ಅಧಿಕಾರಿಗಳ ಸಂಘದ ನೇತೃತ್ವದಲ್ಲಿ ಗ್ರಾಮಾಡಳಿತ ಅಧಿಕಾರಿಗಳು ತಾಲೂಕು ಕಚೇರಿ ಆವರಣದಲ್ಲಿ ಅನಿರ್ದಿಷ್ಠಾವಧಿ ಧರಣಿ ನಡೆಸಿದರು. ಈ ವೇಳೆ ಮಾತನಾಡಿದ ಸಂಘದ ಅಧ್ಯಕ್ಷರು, ಗ್ರಾಮಾಡಳಿತ ಅಧಿಕಾರಿಗಳು ಸರ್ಕಾರದ ವಿವಿಧ ಯೋಜನೆಗಳ ಕೆಲಸಗಳನ್ನು ನಿರ್ವಹಿಸುತ್ತಿದ್ದು, ಕೆಲಸದ ಒತ್ತಡ ಹೆಚ್ಚಾಗಿದೆ. ನಮಗೆ ಅಗತ್ಯ ಮೂಲಸೌಕರ್ಯಗಳನ್ನು ಒದಗಿಸಬೇಕು. ಸರ್ಕಾರ ನಮ್ಮ ಬೇಡಿಕೆಗಳನ್ನು ಈಡೇರಿಸುವವರೆಗೂ ಧರಣಿ ಮುಂದುವರೆಸಲಾಗುವುದು ಎಂದು ಎಚ್ಚರಿಸಿದರು. ಪ್ರತಿಯೊಬ್ಬ ಅಧಿಕಾರಿಗೂ ಲ್ಯಾಪ್‌ಟಾಪ್, ಪ್ರಿಂಟರ್ ಹಾಗೂ ಇಂಟರ್ನೆಟ್ ಸೌಲಭ್ಯ ಒದಗಿಸಬೇಕು. [292,1035,480,1189]
bhoomipooja-photo-caption: ಪಾಂಡವಪುರ ತಾಲೂಕಿನ ನಾರಾಯಣಪುರ ಗ್ರಾಮದಲ್ಲಿ ನಾರಾಯಣಪುರ-ಕಾಮನಾಯಕನಹಳ್ಳಿ ಸಂಪರ್ಕ ರಸ್ತೆ ಅಭಿವೃದ್ಧಿ ಕಾಮಗಾರಿಗೆ ಶಾಸಕ ದರ್ಶನ್‌ಪುಟ್ಟಣ್ಣಯ್ಯ ಅವರು ಭೂಮಿಪೂಜೆ ನೆರವೇರಿಸಿದರು. [998,327,1281,366]
raitha-dateline: ಮದ್ದೂರು: [694,1665,728,1676]
vividha-col1 [694,1030,894,1180]
